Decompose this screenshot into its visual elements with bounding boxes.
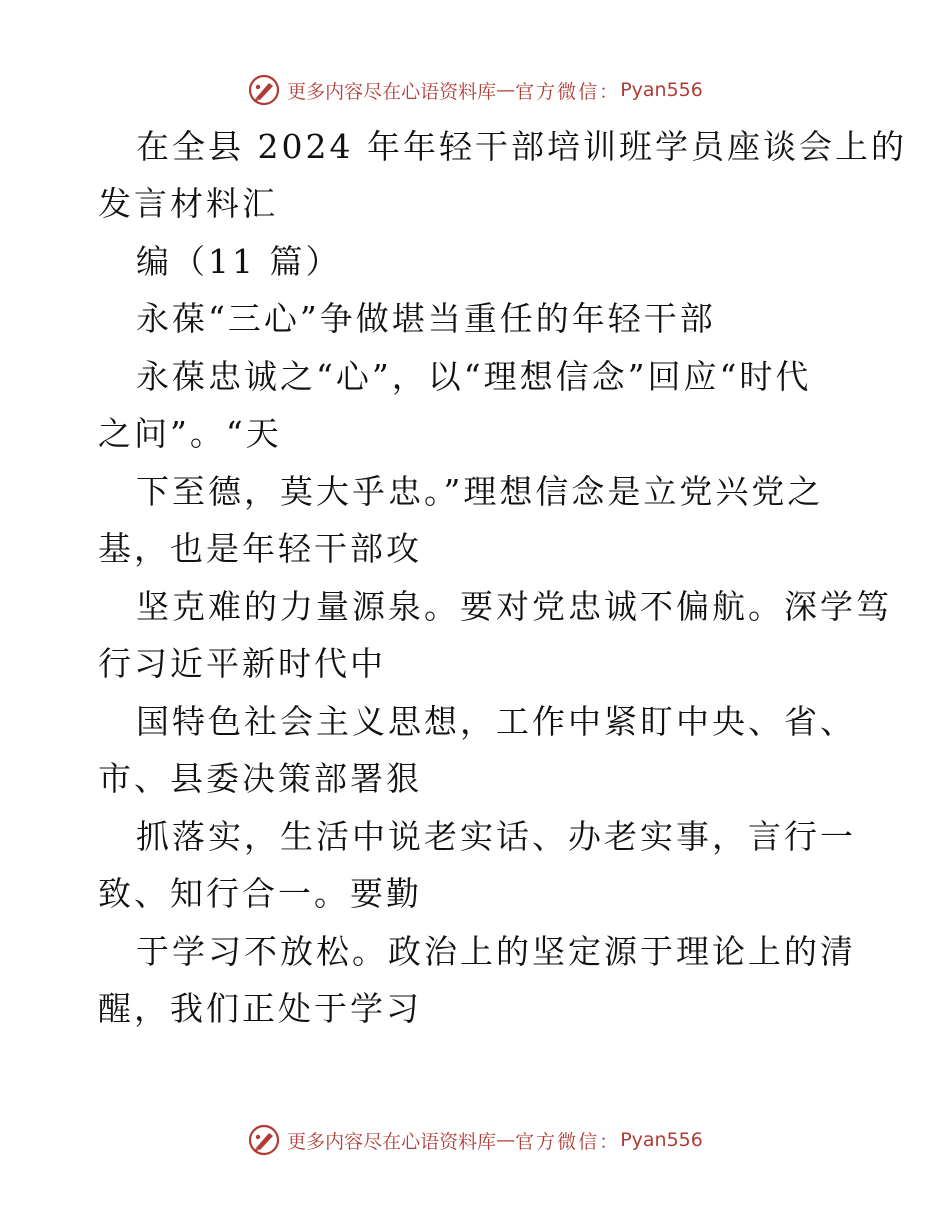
watermark-text: 更多内容尽在心语资料库	[287, 1130, 497, 1153]
watermark-dash: —	[496, 1129, 516, 1151]
paragraph-line: 之问”。“天	[98, 414, 282, 453]
document-title-line-2: 发言材料汇	[98, 184, 278, 223]
paragraph-line: 基，也是年轻干部攻	[98, 529, 422, 568]
watermark-wechat-id: Pyan556	[620, 79, 703, 101]
paragraph-line: 于学习不放松。政治上的坚定源于理论上的清	[136, 932, 856, 971]
watermark-wechat-label: 官方微信：	[515, 1130, 621, 1153]
section-heading: 永葆“三心”争做堪当重任的年轻干部	[136, 299, 716, 338]
header-watermark	[0, 70, 950, 110]
paragraph-line: 醒，我们正处于学习	[98, 989, 422, 1028]
pen-seal-logo-icon	[247, 73, 281, 107]
document-title-line-1: 在全县 2024 年年轻干部培训班学员座谈会上的	[136, 127, 907, 166]
watermark-dash: —	[496, 79, 516, 101]
document-title-line-3: 编（11 篇）	[136, 242, 342, 281]
paragraph-line: 永葆忠诚之“心”，以“理想信念”回应“时代	[136, 357, 812, 396]
paragraph-line: 市、县委决策部署狠	[98, 759, 422, 798]
footer-watermark	[0, 1120, 950, 1160]
paragraph-line: 坚克难的力量源泉。要对党忠诚不偏航。深学笃	[136, 587, 892, 626]
paragraph-line: 下至德，莫大乎忠。”理想信念是立党兴党之	[136, 472, 824, 511]
pen-seal-logo-icon	[247, 1123, 281, 1157]
paragraph-line: 抓落实，生活中说老实话、办老实事，言行一	[136, 817, 856, 856]
paragraph-line: 致、知行合一。要勤	[98, 874, 422, 913]
paragraph-line: 行习近平新时代中	[98, 644, 386, 683]
watermark-wechat-label: 官方微信：	[515, 80, 621, 103]
watermark-text: 更多内容尽在心语资料库	[287, 80, 497, 103]
watermark-wechat-id: Pyan556	[620, 1129, 703, 1151]
paragraph-line: 国特色社会主义思想，工作中紧盯中央、省、	[136, 702, 856, 741]
